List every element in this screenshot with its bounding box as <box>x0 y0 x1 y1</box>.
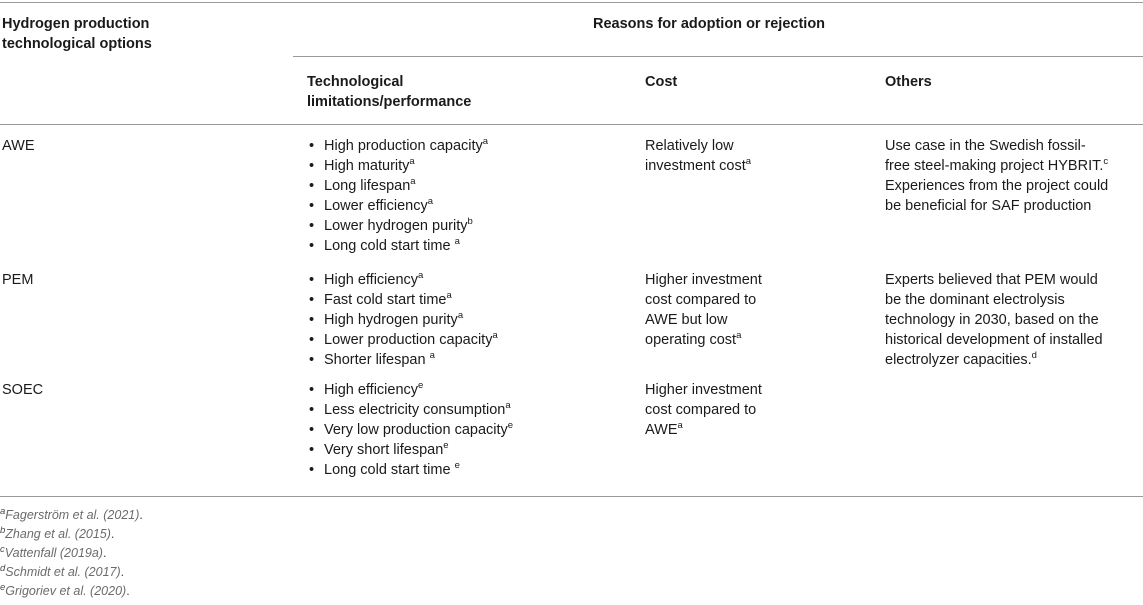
row-cost-awe: Relatively low investment cost$^a$ <box>645 138 752 174</box>
row-others-awe: Use case in the Swedish fossil-free steel-making project HYBRIT.$^c$ Experiences from the project could be beneficial for SAF production <box>885 138 1109 214</box>
footnote-d: $^d$Schmidt et al. (2017). <box>0 562 125 579</box>
list-item: • High maturity$^a$ <box>309 156 488 176</box>
row-limits-awe <box>309 136 488 256</box>
row-limits-pem <box>309 270 498 370</box>
list-item: • Long cold start time $^e$ <box>309 460 513 480</box>
footnote-a: $^a$Fagerström et al. (2021). <box>0 505 143 522</box>
list-item: • Shorter lifespan $^a$ <box>309 350 498 370</box>
header-bottom-rule <box>0 124 1143 125</box>
list-item: • High hydrogen purity$^a$ <box>309 310 498 330</box>
header-cost: Cost <box>645 74 678 90</box>
list-item: • Lower efficiency$^a$ <box>309 196 488 216</box>
header-options: Hydrogen production technological options <box>2 16 152 52</box>
footnote-e: $^e$Grigoriev et al. (2020). <box>0 581 130 598</box>
row-others-pem: Experts believed that PEM would be the dominant electrolysis technology in 2030, based on the historical development of installed electrolyzer capacities.$^d$ <box>885 272 1103 368</box>
header-technological: Technological limitations/performance <box>307 74 472 110</box>
row-cost-soec: Higher investment cost compared to AWE$^a$ <box>645 382 762 438</box>
row-option-soec: SOEC <box>2 382 44 398</box>
footnote-b: $^b$Zhang et al. (2015). <box>0 524 115 541</box>
list-item: • Long lifespan$^a$ <box>309 176 488 196</box>
row-cost-pem: Higher investment cost compared to AWE but low operating cost$^a$ <box>645 272 762 348</box>
row-limits-soec <box>309 380 513 480</box>
list-item: • Lower hydrogen purity$^b$ <box>309 216 488 236</box>
header-others: Others <box>885 74 932 90</box>
list-item: • Very short lifespan$^e$ <box>309 440 513 460</box>
group-rule <box>293 56 1143 57</box>
list-item: • High efficiency$^a$ <box>309 270 498 290</box>
list-item: • Fast cold start time$^a$ <box>309 290 498 310</box>
list-item: • High production capacity$^a$ <box>309 136 488 156</box>
header-reasons-group: Reasons for adoption or rejection <box>593 16 826 32</box>
list-item: • High efficiency$^e$ <box>309 380 513 400</box>
footnote-c: $^c$Vattenfall (2019a). <box>0 543 107 560</box>
list-item: • Lower production capacity$^a$ <box>309 330 498 350</box>
list-item: • Less electricity consumption$^a$ <box>309 400 513 420</box>
list-item: • Very low production capacity$^e$ <box>309 420 513 440</box>
row-option-pem: PEM <box>2 272 34 288</box>
row-option-awe: AWE <box>2 138 35 154</box>
table-bottom-rule <box>0 496 1143 497</box>
top-rule <box>0 2 1143 3</box>
list-item: • Long cold start time $^a$ <box>309 236 488 256</box>
